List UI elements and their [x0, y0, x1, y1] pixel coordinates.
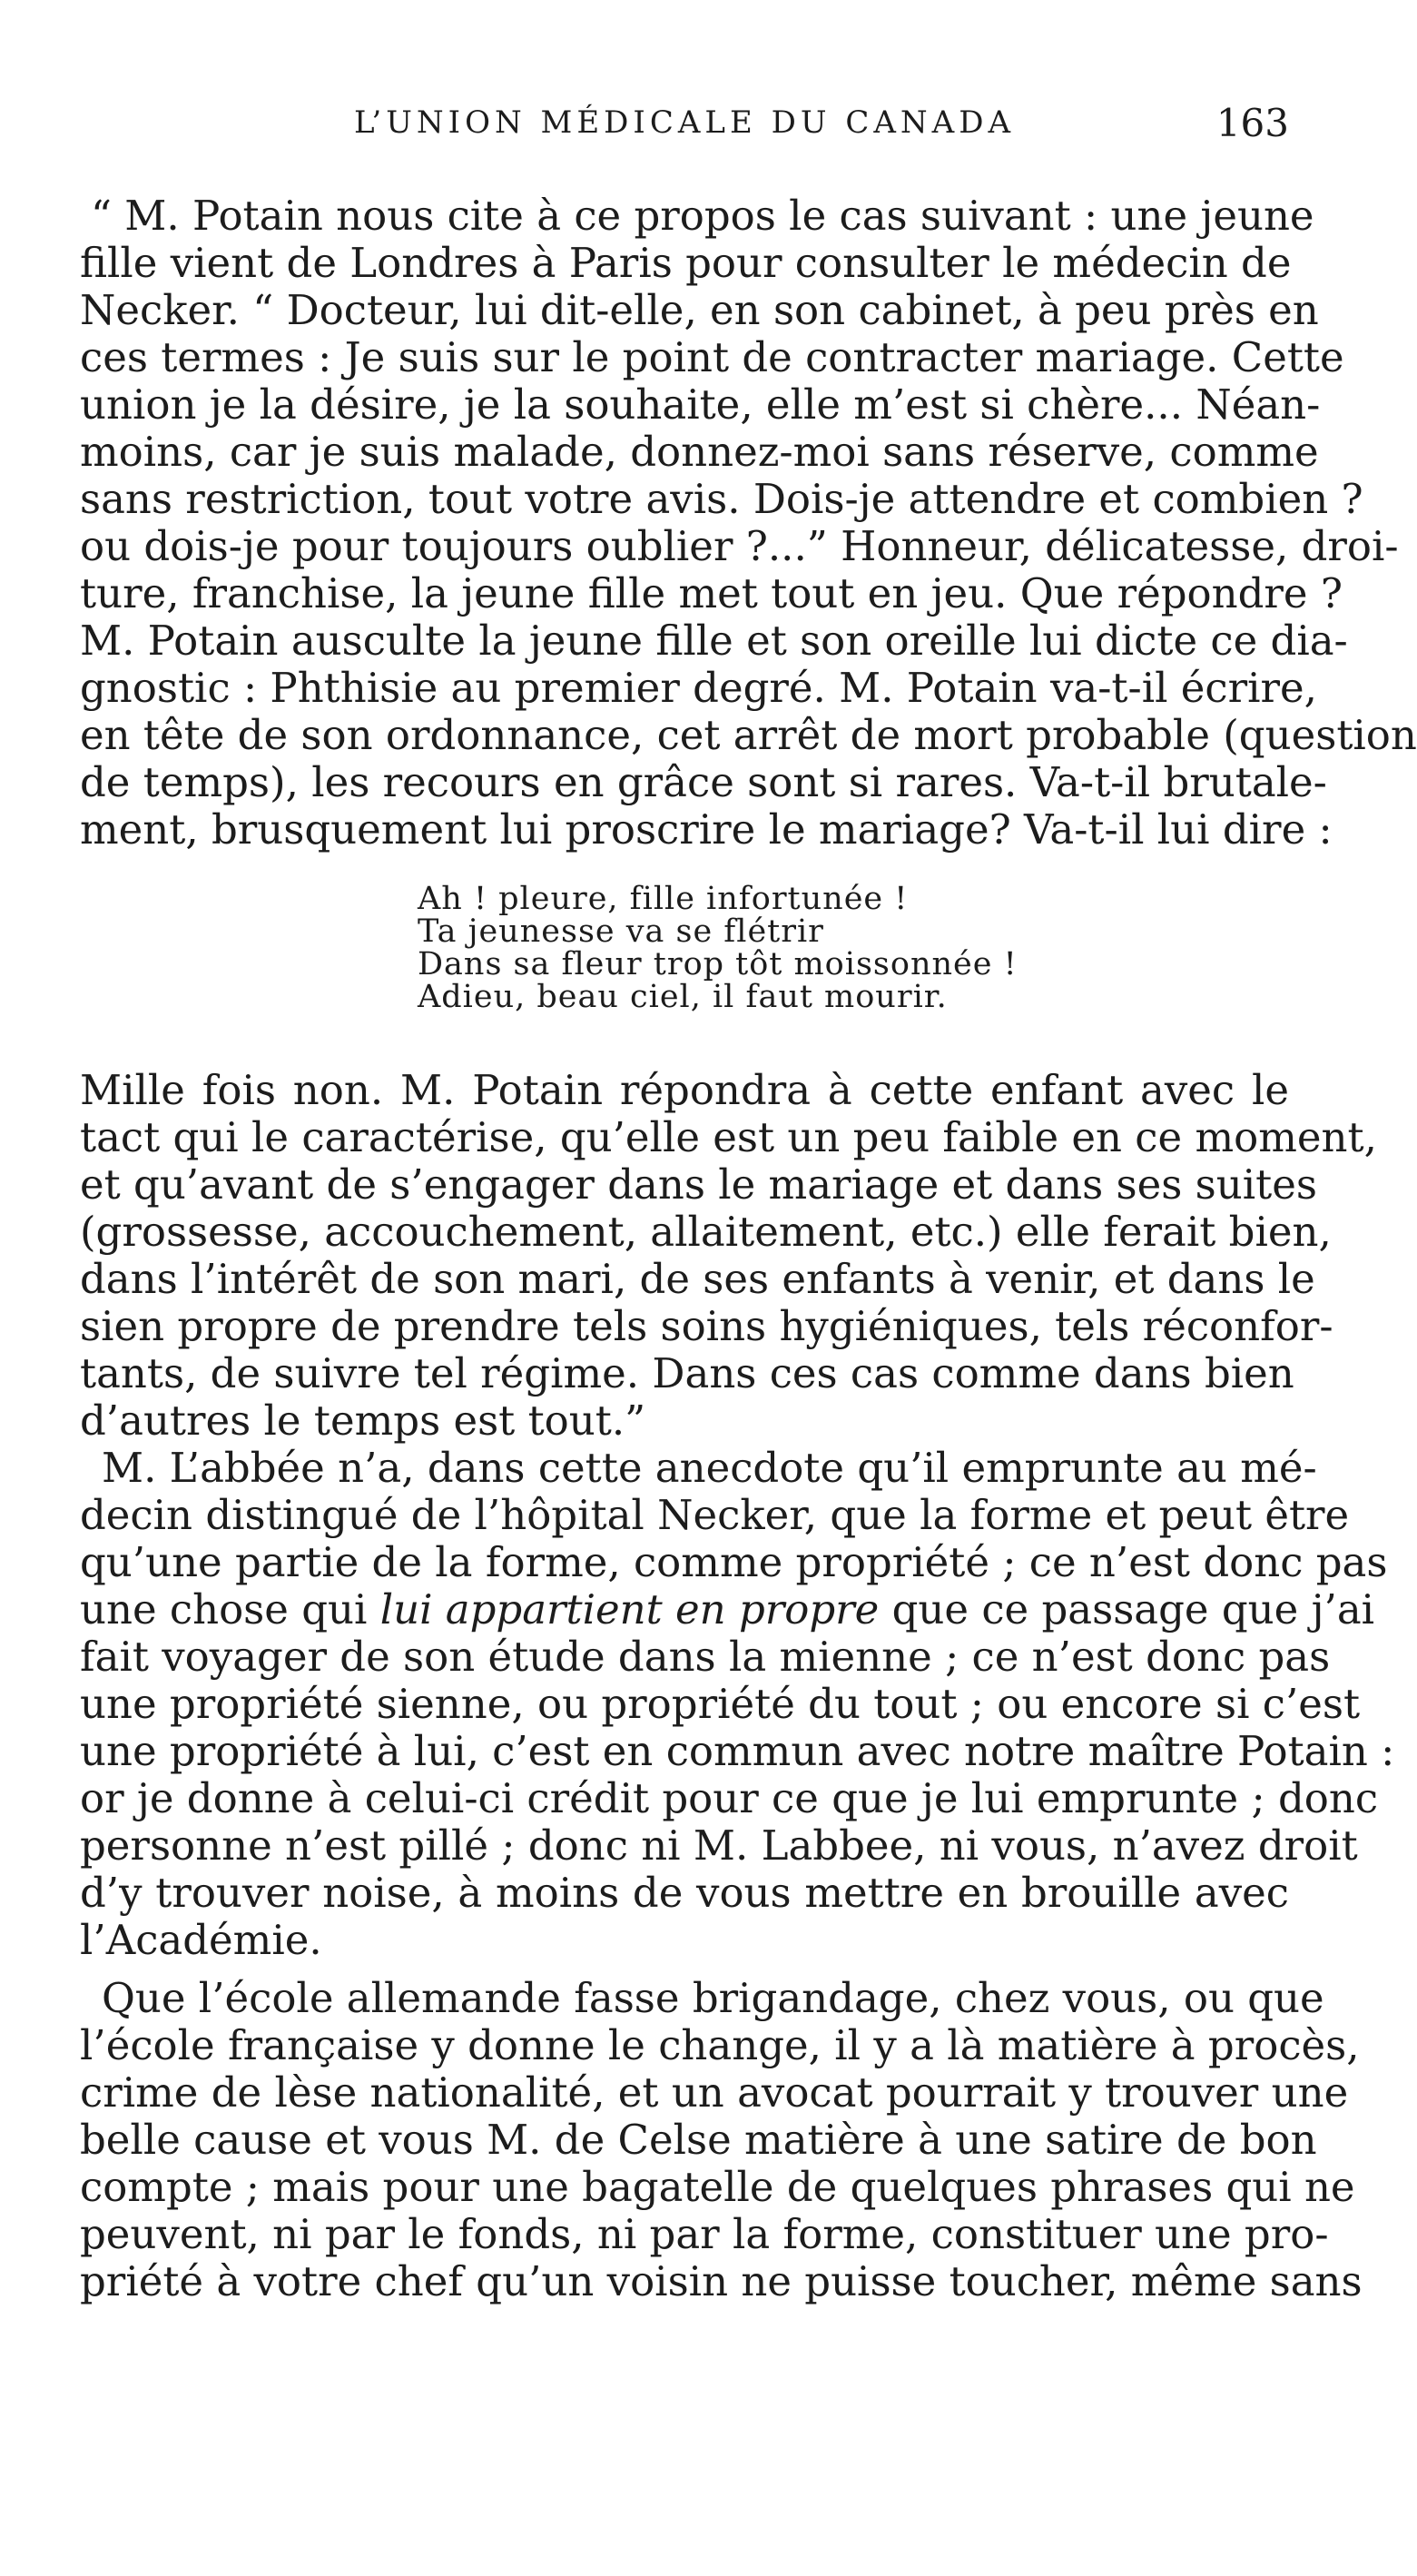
- text-line: ture, franchise, la jeune fille met tout en jeu. Que répondre ?: [80, 569, 1343, 617]
- text-line: gnostic : Phthisie au premier degré. M. Potain va-t-il écrire,: [80, 664, 1317, 712]
- text-line: union je la désire, je la souhaite, elle m’est si chère... Néan-: [80, 380, 1321, 429]
- text-line: Que l’école allemande fasse brigandage, chez vous, ou que: [102, 1974, 1324, 2022]
- text-line: M. Potain ausculte la jeune fille et son oreille lui dicte ce dia-: [80, 617, 1348, 665]
- text-line: tants, de suivre tel régime. Dans ces cas comme dans bien: [80, 1349, 1294, 1397]
- text-line: d’y trouver noise, à moins de vous mettre en brouille avec: [80, 1869, 1289, 1917]
- text-line: de temps), les recours en grâce sont si rares. Va-t-il brutale-: [80, 758, 1327, 806]
- text-line: sien propre de prendre tels soins hygiéniques, tels réconfor-: [80, 1302, 1333, 1350]
- text-line: compte ; mais pour une bagatelle de quelques phrases qui ne: [80, 2163, 1355, 2211]
- text-line: (grossesse, accouchement, allaitement, etc.) elle ferait bien,: [80, 1208, 1332, 1256]
- text-line: ment, brusquement lui proscrire le mariage? Va-t-il lui dire :: [80, 805, 1333, 854]
- text-line: M. L’abbée n’a, dans cette anecdote qu’il emprunte au mé-: [102, 1444, 1317, 1492]
- text-line: une propriété sienne, ou propriété du tout ; ou encore si c’est: [80, 1680, 1361, 1728]
- text-line: ou dois-je pour toujours oublier ?...” Honneur, délicatesse, droi-: [80, 522, 1399, 570]
- text-line: fille vient de Londres à Paris pour consulter le médecin de: [80, 239, 1292, 287]
- text-line: tact qui le caractérise, qu’elle est un peu faible en ce moment,: [80, 1113, 1377, 1161]
- text-line: d’autres le temps est tout.”: [80, 1397, 646, 1445]
- text-line: priété à votre chef qu’un voisin ne puisse toucher, même sans: [80, 2257, 1363, 2305]
- text-run: que ce passage que j’ai: [879, 1585, 1375, 1633]
- page-header: [82, 101, 1289, 159]
- text-line: sans restriction, tout votre avis. Dois-je attendre et combien ?: [80, 475, 1363, 523]
- text-line: peuvent, ni par le fonds, ni par la forme, constituer une pro-: [80, 2210, 1329, 2258]
- running-title: L’UNION MÉDICALE DU CANADA: [354, 104, 1016, 141]
- text-line: personne n’est pillé ; donc ni M. Labbee, ni vous, n’avez droit: [80, 1821, 1358, 1870]
- text-line: “ M. Potain nous cite à ce propos le cas suivant : une jeune: [91, 192, 1314, 240]
- italic-text: lui appartient en propre: [379, 1585, 880, 1633]
- page-number: 163: [1215, 101, 1289, 145]
- text-line: crime de lèse nationalité, et un avocat pourrait y trouver une: [80, 2068, 1349, 2117]
- text-line: dans l’intérêt de son mari, de ses enfants à venir, et dans le: [80, 1255, 1315, 1303]
- verse-line: Dans sa fleur trop tôt moissonnée !: [418, 946, 1018, 982]
- text-line: fait voyager de son étude dans la mienne ; ce n’est donc pas: [80, 1633, 1331, 1681]
- text-line: or je donne à celui-ci crédit pour ce que je lui emprunte ; donc: [80, 1774, 1379, 1822]
- text-line: Necker. “ Docteur, lui dit-elle, en son cabinet, à peu près en: [80, 286, 1319, 334]
- text-line: [80, 1585, 1375, 1633]
- text-run: une chose qui: [80, 1585, 380, 1633]
- text-line: qu’une partie de la forme, comme propriété ; ce n’est donc pas: [80, 1538, 1388, 1586]
- text-line: moins, car je suis malade, donnez-moi sans réserve, comme: [80, 428, 1319, 476]
- verse-line: Adieu, beau ciel, il faut mourir.: [418, 979, 948, 1015]
- text-line: une propriété à lui, c’est en commun avec notre maître Potain :: [80, 1727, 1395, 1775]
- verse-line: Ah ! pleure, fille infortunée !: [418, 881, 909, 917]
- verse-line: Ta jeunesse va se flétrir: [418, 913, 824, 950]
- text-line: decin distingué de l’hôpital Necker, que la forme et peut être: [80, 1491, 1350, 1539]
- text-line: l’Académie.: [80, 1916, 322, 1964]
- text-line: belle cause et vous M. de Celse matière à une satire de bon: [80, 2116, 1317, 2164]
- text-line: Mille fois non. M. Potain répondra à cette enfant avec le: [80, 1066, 1289, 1114]
- text-line: et qu’avant de s’engager dans le mariage et dans ses suites: [80, 1160, 1317, 1209]
- text-line: en tête de son ordonnance, cet arrêt de mort probable (question: [80, 711, 1417, 759]
- text-line: ces termes : Je suis sur le point de contracter mariage. Cette: [80, 333, 1344, 381]
- text-line: l’école française y donne le change, il y a là matière à procès,: [80, 2021, 1360, 2069]
